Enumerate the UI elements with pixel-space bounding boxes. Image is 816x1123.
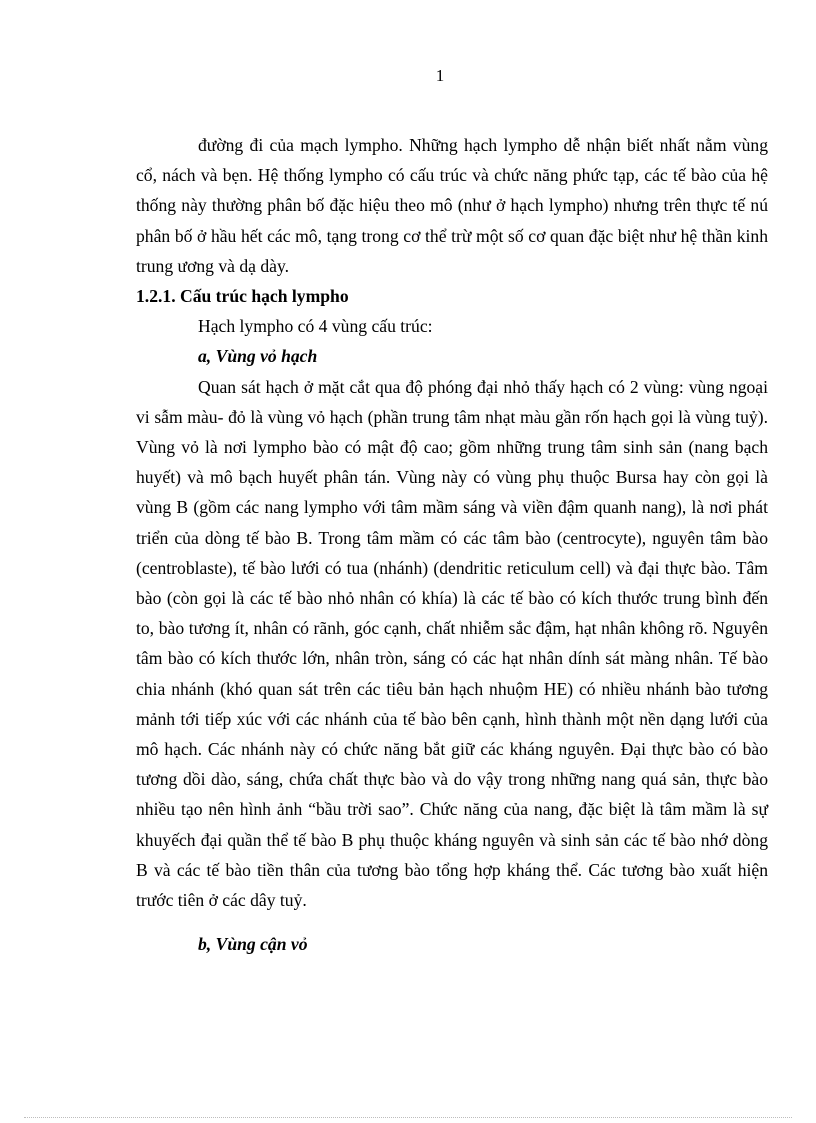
page-number: 1 [435, 66, 445, 85]
subheading-cortex: a, Vùng vỏ hạch [198, 346, 318, 367]
subheading-paracortex: b, Vùng cận vỏ [198, 934, 308, 955]
paragraph-cortex: Quan sát hạch ở mặt cắt qua độ phóng đại nhỏ thấy hạch có 2 vùng: vùng ngoại vi sẫm màu- đỏ là vùng vỏ hạch (phần trung tâm nhạt màu gần rốn hạch gọi là vùng tuỷ). Vùng vỏ là nơi lympho bào có mật độ cao; gồm những trung tâm sinh sản (nang bạch huyết) và mô bạch huyết phân tán. Vùng này có vùng phụ thuộc Bursa hay còn gọi là vùng B (gồm các nang lympho với tâm mầm sáng và viền đậm quanh nang), là nơi phát triển của dòng tế bào B. Trong tâm mầm có các tâm bào (centrocyte), nguyên tâm bào (centroblaste), tế bào lưới có tua (nhánh) (dendritic reticulum cell) và đại thực bào. Tâm bào (còn gọi là các tế bào nhỏ nhân có khía) là các tế bào có kích thước trung bình đến to, bào tương ít, nhân có rãnh, góc cạnh, chất nhiễm sắc đậm, hạt nhân không rõ. Nguyên tâm bào có kích thước lớn, nhân tròn, sáng có các hạt nhân dính sát màng nhân. Tế bào chia nhánh (khó quan sát trên các tiêu bản hạch nhuộm HE) có nhiều nhánh bào tương mảnh tới tiếp xúc với các nhánh của tế bào bên cạnh, hình thành một nền dạng lưới của mô hạch. Các nhánh này có chức năng bắt giữ các kháng nguyên. Đại thực bào có bào tương dồi dào, sáng, chứa chất thực bào và do vậy trong những nang quá sản, thực bào nhiều tạo nên hình ảnh “bầu trời sao”. Chức năng của nang, đặc biệt là tâm mầm là sự khuyếch đại quần thể tế bào B phụ thuộc kháng nguyên và sinh sản các tế bào nhớ dòng B và các tế bào tiền thân của tương bào tổng hợp kháng thể. Các tương bào xuất hiện trước tiên ở các dây tuỷ. [136, 376, 768, 911]
paragraph-lymph-system: đường đi của mạch lympho. Những hạch lympho dễ nhận biết nhất nằm vùng cổ, nách và bẹn. Hệ thống lympho có cấu trúc và chức năng phức tạp, các tế bào của hệ thống này thường phân bố đặc hiệu theo mô (như ở hạch lympho) nhưng trên thực tế nú phân bố ở hầu hết các mô, tạng trong cơ thể trừ một số cơ quan đặc biệt như hệ thần kinh trung ương và dạ dày. [136, 135, 768, 276]
intro-line: Hạch lympho có 4 vùng cấu trúc: [198, 316, 433, 337]
section-heading: 1.2.1. Cấu trúc hạch lympho [136, 286, 349, 307]
page-bottom-divider [24, 1117, 792, 1118]
document-body [136, 130, 768, 959]
